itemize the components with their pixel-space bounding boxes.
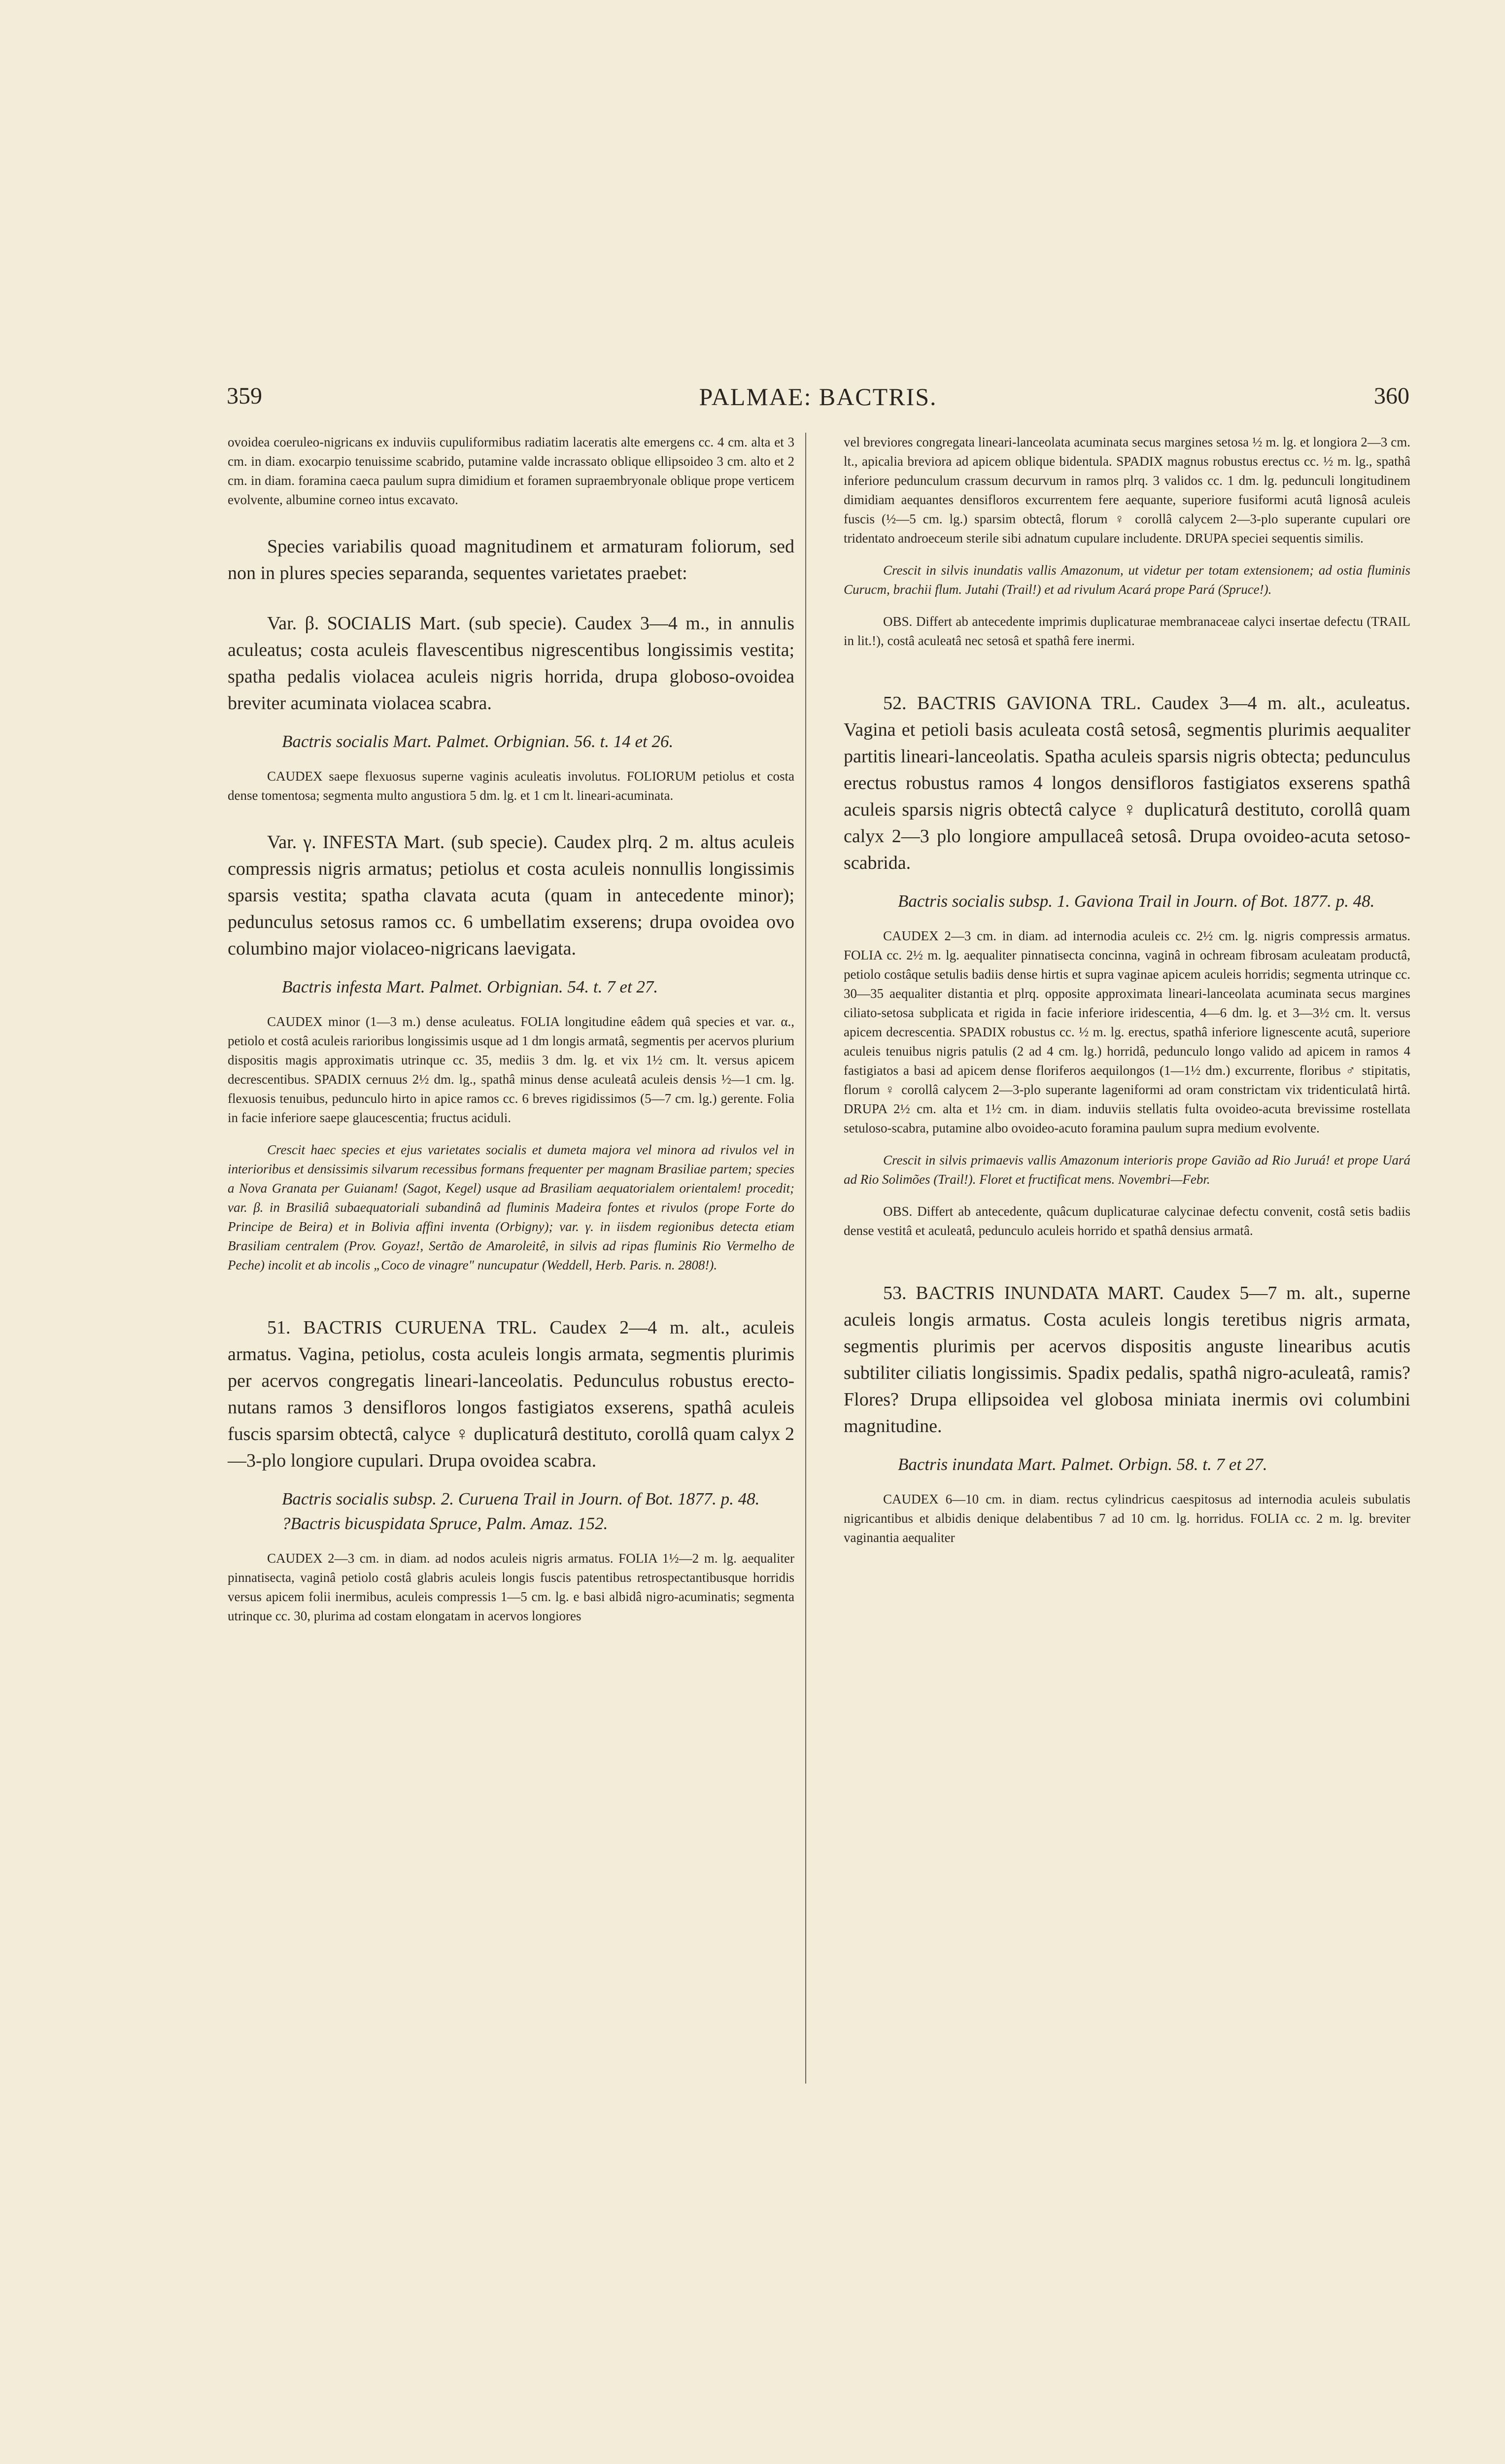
- variety-infesta: Var. γ. INFESTA Mart. (sub specie). Caudex plrq. 2 m. altus aculeis compressis nigris armatus; petiolus et costa aculeis nonnullis longissimis sparsis vestita; spatha clavata acuta (quam in antecedente minor); pedunculus setosus ramos cc. 6 umbellatim exserens; drupa ovoidea ovo columbino major violaceo-nigricans laevigata.: [228, 832, 794, 959]
- citation-socialis: Bactris socialis Mart. Palmet. Orbignian. 56. t. 14 et 26.: [282, 732, 674, 751]
- description-curuena: CAUDEX 2—3 cm. in diam. ad nodos aculeis nigris armatus. FOLIA 1½—2 m. lg. aequaliter pinnatisecta, vaginâ petiolo costâ glabris aculeis longis fuscis patentibus retrospectantibusque horridis versus apicem folii inermibus, aculeis compressis 1—5 cm. lg. e basi albidâ nigro-acuminatis; segmenta utrinque cc. 30, plurima ad costam elongatam in acervos longiores: [228, 1551, 794, 1623]
- running-title: PALMAE: BACTRIS.: [699, 383, 937, 411]
- citation-infesta: Bactris infesta Mart. Palmet. Orbignian. 54. t. 7 et 27.: [282, 977, 658, 996]
- obs-gaviona: OBS. Differt ab antecedente, quâcum duplicaturae calycinae defectu convenit, costâ setis badiis dense vestitâ et aculeatâ, pedunculo aculeis horrido et spathâ densius armatâ.: [844, 1204, 1410, 1238]
- description-socialis: CAUDEX saepe flexuosus superne vaginis aculeatis involutus. FOLIORUM petiolus et costa dense tomentosa; segmenta multo angustiora 5 dm. lg. et 1 cm lt. lineari-acuminata.: [228, 769, 794, 803]
- species-53-inundata: 53. BACTRIS INUNDATA MART. Caudex 5—7 m. alt., superne aculeis longis armatus. Costa aculeis longis teretibus nigris armata, segmentis plurimis per acervos dispositis anguste linearibus acutis subtiliter ciliatis longissimis. Spadix pedalis, spathâ nigro-aculeatâ, ramis? Flores? Drupa ellipsoidea vel globosa miniata inermis ovi columbini magnitudine.: [844, 1283, 1410, 1437]
- left-description-continued: ovoidea coeruleo-nigricans ex induviis cupuliformibus radiatim laceratis alte emergens cc. 4 cm. alta et 3 cm. in diam. exocarpio tenuissime scabrido, putamine valde incrassato oblique ellipsoideo 3 cm. alto et 2 cm. in diam. foramina caeca paulum supra dimidium et foramen supraembryonale oblique prope verticem evolvente, albumine corneo intus excavato.: [228, 435, 794, 507]
- species-51-curuena: 51. BACTRIS CURUENA TRL. Caudex 2—4 m. alt., aculeis armatus. Vagina, petiolus, costa aculeis longis armata, segmentis plurimis per acervos congregatis lineari-lanceolatis. Pedunculus robustus erecto-nutans ramos 3 densifloros longos fastigiatos exserens, spathâ aculeis fuscis sparsim obtectâ, calyce ♀ duplicaturâ destituto, corollâ quam calyx 2—3-plo longiore cupulari. Drupa ovoidea scabra.: [228, 1317, 794, 1471]
- citation-gaviona: Bactris socialis subsp. 1. Gaviona Trail in Journ. of Bot. 1877. p. 48.: [898, 891, 1375, 911]
- column-divider: [805, 433, 806, 2084]
- left-column: [228, 433, 794, 1626]
- description-infesta: CAUDEX minor (1—3 m.) dense aculeatus. FOLIA longitudine eâdem quâ species et var. α., petiolo et costâ aculeis rarioribus longissimis usque ad 1 dm longis armatâ, segmentis per acervos plurium dispositis magis approximatis utrinque cc. 35, mediis 3 dm. lg. et vix 1½ cm. lt. versus apicem decrescentibus. SPADIX cernuus 2½ dm. lg., spathâ minus dense aculeatâ aculeis densis ½—1 cm. lg. flexuosis tenuibus, pedunculo hirto in apice ramos cc. 6 breves rigidissimos (5—7 cm. lg.) gerente. Folia in facie inferiore saepe glaucescentia; fructus aciduli.: [228, 1014, 794, 1125]
- right-description-continued: vel breviores congregata lineari-lanceolata acuminata secus margines setosa ½ m. lg. et longiora 2—3 cm. lt., apicalia breviora ad apicem oblique bidentula. SPADIX magnus robustus erectus cc. ½ m. lg., spathâ inferiore pedunculum crassum decurvum in ramos plrq. 3 validos cc. 1 dm. lg. pedunculi longitudinem dimidiam aequantes densifloros excurrentem fere aequante, superiore fusiformi acutâ lignosâ aculeis fuscis (½—5 cm. lg.) sparsim obtectâ, florum ♀ corollâ calycem 2—3-plo superante cupulari ore tridentato androeceum sterile sibi adnatum cupulare includente. DRUPA speciei sequentis similis.: [844, 435, 1410, 546]
- habitat-curuena: Crescit in silvis inundatis vallis Amazonum, ut videtur per totam extensionem; ad ostia fluminis Curucm, brachii flum. Jutahi (Trail!) et ad rivulum Acará prope Pará (Spruce!).: [844, 563, 1410, 597]
- page-number-left: 359: [227, 383, 262, 409]
- obs-curuena: OBS. Differt ab antecedente imprimis duplicaturae membranaceae calyci insertae defectu (TRAIL in lit.!), costâ aculeatâ nec setosâ et spathâ fere inermi.: [844, 614, 1410, 648]
- species-52-gaviona: 52. BACTRIS GAVIONA TRL. Caudex 3—4 m. alt., aculeatus. Vagina et petioli basis aculeata costâ setosâ, segmentis plurimis aequaliter partitis lineari-lanceolatis. Spatha aculeis sparsis nigris obtecta; pedunculus erectus robustus ramos 4 longos densifloros fastigiatos exserens spathâ aculeis sparsis nigris obtectâ calyce ♀ duplicaturâ destituto, corollâ quam calyx 2—3 plo longiore ampullaceâ setosâ. Drupa ovoideo-acuta setoso-scabrida.: [844, 693, 1410, 873]
- description-inundata: CAUDEX 6—10 cm. in diam. rectus cylindricus caespitosus ad internodia aculeis subulatis nigricantibus et albidis denique delabentibus 7 ad 10 cm. lg. horridus. FOLIA cc. 2 m. lg. breviter vaginantia aequaliter: [844, 1492, 1410, 1545]
- distribution-note: Crescit haec species et ejus varietates socialis et dumeta majora vel minora ad rivulos vel in interioribus et densissimis silvarum recessibus formans frequenter per magnam Brasiliae partem; species a Nova Granata per Guianam! (Sagot, Kegel) usque ad Brasiliam aequatorialem orientalem! procedit; var. β. in Brasiliâ subaequatoriali subandinâ ad fluminis Madeira fontes et rivulos (prope Forte do Principe de Beira) et in Bolivia affini inventa (Orbigny); var. γ. in iisdem regionibus detecta etiam Brasiliam centralem (Prov. Goyaz!, Sertão de Amaroleitê, in silvis ad ripas fluminis Rio Vermelho de Peche) incolit et ab incolis „Coco de vinagre" nuncupatur (Weddell, Herb. Paris. n. 2808!).: [228, 1142, 794, 1272]
- citation-curuena: Bactris socialis subsp. 2. Curuena Trail in Journ. of Bot. 1877. p. 48.: [282, 1489, 760, 1508]
- page-number-right: 360: [1374, 383, 1409, 409]
- habitat-gaviona: Crescit in silvis primaevis vallis Amazonum interioris prope Gavião ad Rio Juruá! et prope Uará ad Rio Solimões (Trail!). Floret et fructificat mens. Novembri—Febr.: [844, 1153, 1410, 1187]
- right-column: [844, 433, 1410, 1547]
- variety-socialis: Var. β. SOCIALIS Mart. (sub specie). Caudex 3—4 m., in annulis aculeatus; costa aculeis flavescentibus nigrescentibus longissimis vestita; spatha pedalis violacea aculeis nigris horrida, drupa globoso-ovoidea breviter acuminata violacea scabra.: [228, 613, 794, 714]
- citation-inundata: Bactris inundata Mart. Palmet. Orbign. 58. t. 7 et 27.: [898, 1455, 1267, 1474]
- species-variability-note: Species variabilis quoad magnitudinem et armaturam foliorum, sed non in plures species separanda, sequentes varietates praebet:: [228, 536, 794, 583]
- citation-bicuspidata: ?Bactris bicuspidata Spruce, Palm. Amaz. 152.: [282, 1514, 608, 1533]
- description-gaviona: CAUDEX 2—3 cm. in diam. ad internodia aculeis cc. 2½ cm. lg. nigris compressis armatus. FOLIA cc. 2½ m. lg. aequaliter pinnatisecta concinna, vaginâ in ochream fibrosam aculeatam productâ, petiolo costâque setulis badiis dense hirtis et supra vaginae apicem aculeis horridis; segmenta utrinque cc. 30—35 aequaliter distantia et plrq. opposite approximata lineari-lanceolata acuminata secus margines ciliato-setosa subplicata et rigida in facie inferiore iridescentia, 4—6 dm. lg. et 3—3½ cm. lt. versus apicem decrescentia. SPADIX robustus cc. ½ m. lg. erectus, spathâ inferiore lignescente acutâ, superiore aculeis tenuibus nigris patulis (2 ad 4 cm. lg.) horridâ, pedunculo longo valido ad apicem in ramos 4 fastigiatos a basi ad apicem dense floriferos aequilongos (1—1½ dm.) excurrente, floribus ♂ stipitatis, florum ♀ corollâ calycem 2—3-plo superante lageniformi ad oram constrictam vix tridenticulatâ hirtâ. DRUPA 2½ cm. alta et 1½ cm. in diam. induviis stellatis fulta ovoideo-acuta brevissime rostellata setuloso-scabra, putamine albo ovoideo-acuto foramina paulum supra medium evolvente.: [844, 928, 1410, 1135]
- page-header: [227, 382, 1409, 422]
